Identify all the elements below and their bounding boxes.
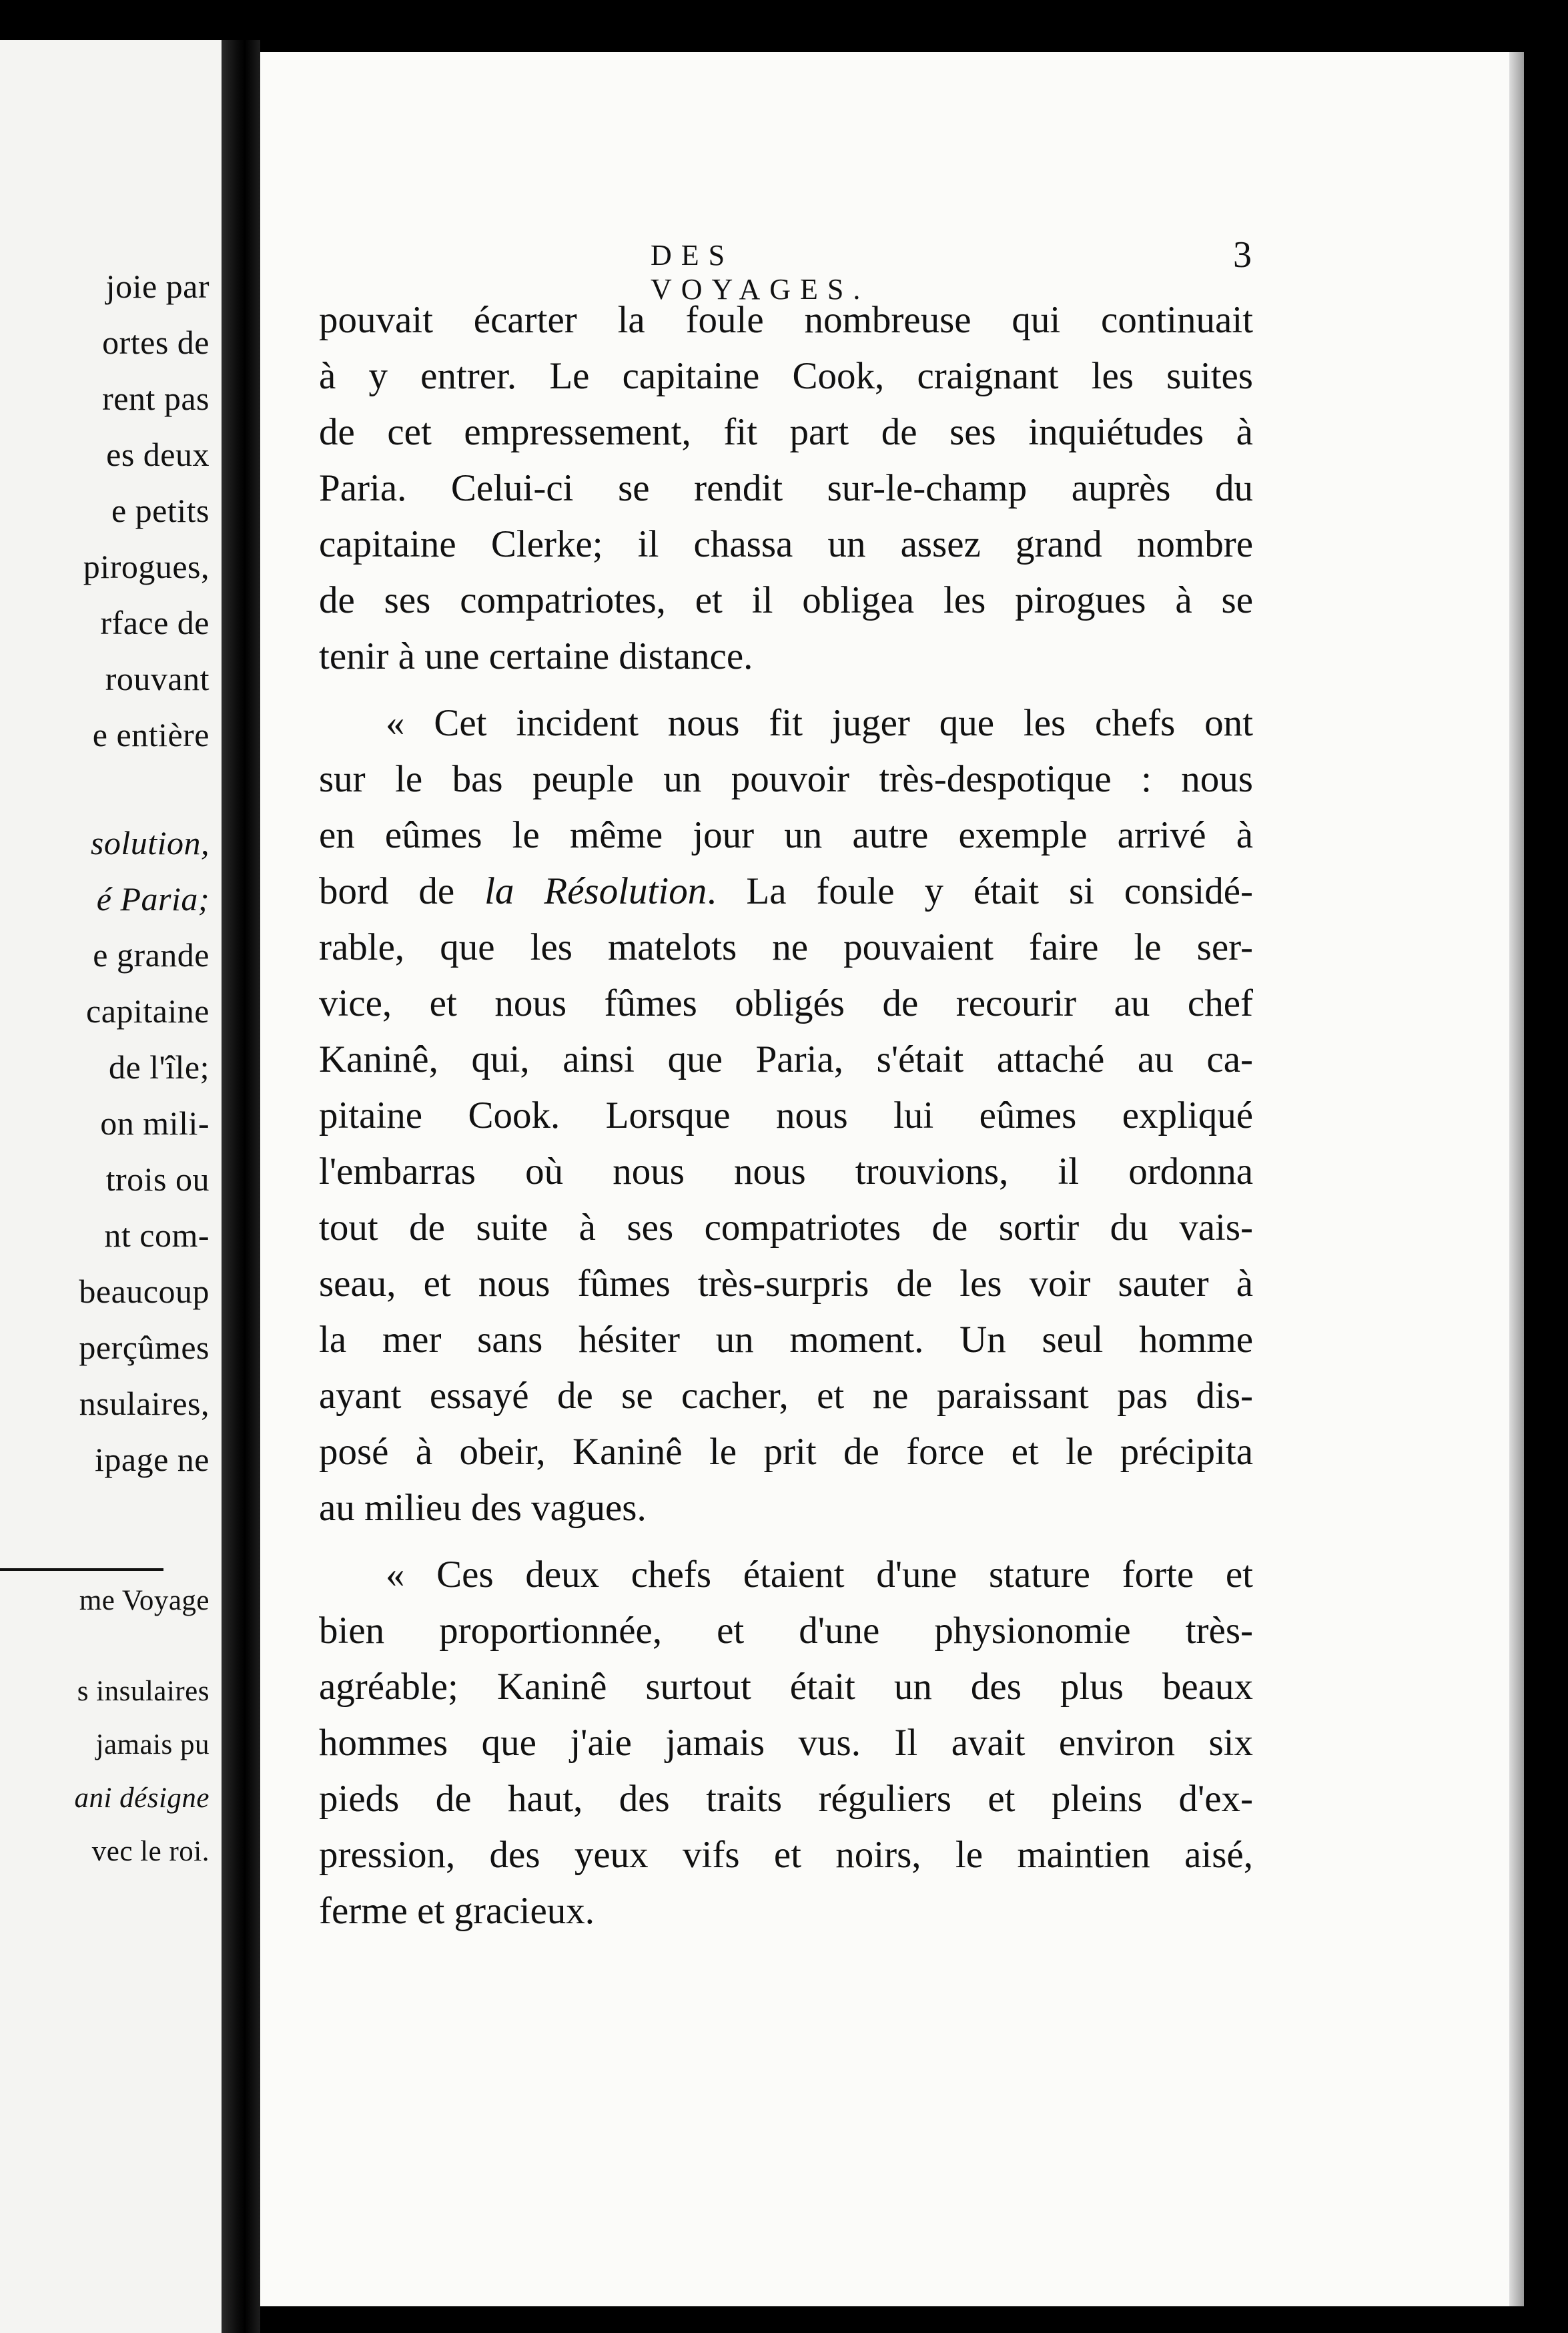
text-line: hommes que j'aie jamais vus. Il avait environ six — [319, 1722, 1253, 1764]
left-page-fragment: de l'île; — [109, 1048, 210, 1086]
left-page-fragment: pirogues, — [83, 548, 210, 585]
text-line: sur le bas peuple un pouvoir très-despotique : nous — [319, 758, 1253, 800]
text-line: agréable; Kaninê surtout était un des plus beaux — [319, 1666, 1253, 1708]
text-line: pieds de haut, des traits réguliers et pleins d'ex- — [319, 1778, 1253, 1820]
text-line: l'embarras où nous nous trouvions, il ordonna — [319, 1150, 1253, 1193]
left-page-fragment: rent pas — [102, 380, 210, 417]
text-line: de cet empressement, fit part de ses inquiétudes à — [319, 411, 1253, 453]
text-line: tenir à une certaine distance. — [319, 635, 753, 677]
left-page-fragment: solution, — [90, 824, 210, 862]
left-page-fragment: rouvant — [105, 660, 210, 697]
text-line: pitaine Cook. Lorsque nous lui eûmes expliqué — [319, 1094, 1253, 1136]
text-line: bord de la Résolution. La foule y était si considé- — [319, 870, 1253, 912]
left-page-fragment: trois ou — [105, 1160, 210, 1198]
text-line: Paria. Celui-ci se rendit sur-le-champ auprès du — [319, 467, 1253, 509]
paragraph — [319, 1547, 1253, 1939]
text-line: vice, et nous fûmes obligés de recourir au chef — [319, 982, 1253, 1024]
left-footnote-fragment: me Voyage — [79, 1585, 210, 1616]
left-page-fragment: perçûmes — [79, 1329, 210, 1366]
left-page-fragment: nt com- — [104, 1217, 210, 1254]
left-footnote-fragment: ani désigne — [74, 1782, 210, 1814]
text-line: en eûmes le même jour un autre exemple arrivé à — [319, 814, 1253, 856]
left-page-fragment: rface de — [100, 604, 210, 641]
text-line: de ses compatriotes, et il obligea les pirogues à se — [319, 579, 1253, 621]
left-page-fragment: es deux — [106, 436, 210, 473]
left-page-fragment: e grande — [93, 936, 210, 974]
page-edge-shadow — [1509, 52, 1524, 2306]
left-footnote-fragment: jamais pu — [95, 1729, 210, 1760]
text-line: au milieu des vagues. — [319, 1487, 647, 1529]
text-line: la mer sans hésiter un moment. Un seul homme — [319, 1319, 1253, 1361]
text-line: tout de suite à ses compatriotes de sortir du vais- — [319, 1207, 1253, 1249]
left-footnote-fragment: vec le roi. — [91, 1836, 210, 1867]
text-line: Kaninê, qui, ainsi que Paria, s'était attaché au ca- — [319, 1038, 1253, 1080]
text-line: seau, et nous fûmes très-surpris de les voir sauter à — [319, 1263, 1253, 1305]
left-page-fragment: nsulaires, — [79, 1385, 210, 1422]
left-page-fragment: ipage ne — [95, 1441, 210, 1478]
left-page-fragment: e entière — [92, 716, 210, 753]
text-line: « Ces deux chefs étaient d'une stature forte et — [386, 1554, 1253, 1596]
text-line: rable, que les matelots ne pouvaient faire le ser- — [319, 926, 1253, 968]
text-line: « Cet incident nous fit juger que les chefs ont — [386, 702, 1253, 744]
text-line: posé à obeir, Kaninê le prit de force et le précipita — [319, 1431, 1253, 1473]
left-page-edge — [0, 40, 222, 2333]
left-page-fragment: é Paria; — [96, 880, 210, 918]
left-page-fragment: joie par — [105, 268, 210, 305]
text-line: capitaine Clerke; il chassa un assez grand nombre — [319, 523, 1253, 565]
left-page-fragment: e petits — [111, 492, 210, 529]
left-footnote-fragment: s insulaires — [77, 1676, 210, 1707]
left-page-fragment: beaucoup — [79, 1273, 210, 1310]
page-number: 3 — [1233, 234, 1252, 276]
left-page-fragment: on mili- — [100, 1104, 210, 1142]
text-line: ayant essayé de se cacher, et ne paraissant pas dis- — [319, 1375, 1253, 1417]
text-line: à y entrer. Le capitaine Cook, craignant les suites — [319, 355, 1253, 397]
book-gutter — [222, 40, 260, 2333]
text-line: pression, des yeux vifs et noirs, le maintien aisé, — [319, 1834, 1253, 1876]
text-line: ferme et gracieux. — [319, 1890, 595, 1932]
paragraph — [319, 695, 1253, 1536]
paragraph — [319, 292, 1253, 685]
left-page-fragment: ortes de — [102, 324, 210, 361]
text-line: pouvait écarter la foule nombreuse qui continuait — [319, 299, 1253, 341]
running-title: DES VOYAGES. — [651, 239, 870, 306]
footnote-rule — [0, 1568, 163, 1571]
text-line: bien proportionnée, et d'une physionomie très- — [319, 1610, 1253, 1652]
body-text — [319, 292, 1253, 1950]
left-page-fragment: capitaine — [86, 992, 210, 1030]
